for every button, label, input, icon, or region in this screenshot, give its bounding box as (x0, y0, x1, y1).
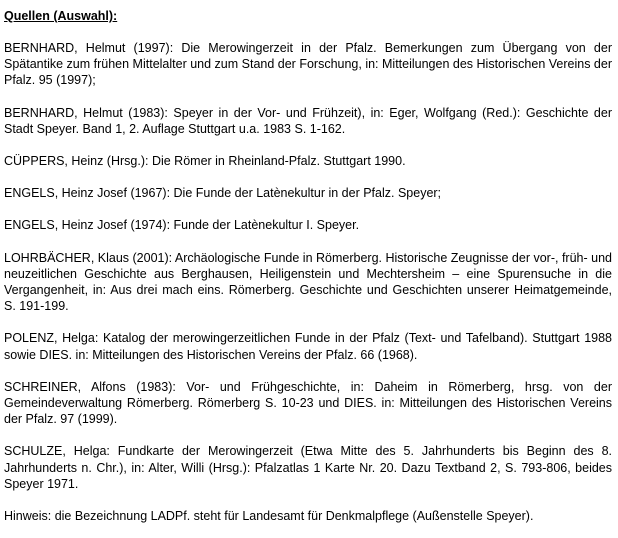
source-entry-engels-1974: ENGELS, Heinz Josef (1974): Funde der Latènekultur I. Speyer. (4, 218, 360, 233)
source-entry-lohrbaecher: LOHRBÄCHER, Klaus (2001): Archäologische Funde in Römerberg. Historische Zeugnisse der vor-, früh- und neuzeitlichen Geschichte aus Berghausen, Heiligenstein und Mechtersheim – eine Spurensuche in die Vergangenheit, in: Aus drei mach eins. Römerberg. Geschichte und Geschichten unserer Heimatgemeinde, S. 191-199. (4, 250, 612, 314)
source-entry-engels-1967: ENGELS, Heinz Josef (1967): Die Funde der Latènekultur in der Pfalz. Speyer; (4, 186, 442, 201)
source-entry-schulze: SCHULZE, Helga: Fundkarte der Merowingerzeit (Etwa Mitte des 5. Jahrhunderts bis Beginn des 8. Jahrhunderts n. Chr.), in: Alter, Willi (Hrsg.): Pfalzatlas 1 Karte Nr. 20. Dazu Textband 2, S. 793-806, beides Speyer 1971. (4, 444, 612, 491)
source-entry-bernhard-1983: BERNHARD, Helmut (1983): Speyer in der Vor- und Frühzeit), in: Eger, Wolfgang (Red.): Geschichte der Stadt Speyer. Band 1, 2. Auflage Stuttgart u.a. 1983 S. 1-162. (4, 105, 612, 136)
sources-heading: Quellen (Auswahl): (4, 9, 118, 23)
source-entry-polenz: POLENZ, Helga: Katalog der merowingerzeitlichen Funde in der Pfalz (Text- und Tafelband). Stuttgart 1988 sowie DIES. in: Mitteilungen des Historischen Vereins der Pfalz. 66 (1968). (4, 331, 612, 362)
source-entry-cueppers: CÜPPERS, Heinz (Hrsg.): Die Römer in Rheinland-Pfalz. Stuttgart 1990. (4, 154, 406, 169)
source-entry-schreiner: SCHREINER, Alfons (1983): Vor- und Frühgeschichte, in: Daheim in Römerberg, hrsg. von der Gemeindeverwaltung Römerberg. Römerberg S. 10-23 und DIES. in: Mitteilungen des Historischen Vereins der Pfalz. 97 (1999). (4, 379, 612, 427)
source-entry-bernhard-1997: BERNHARD, Helmut (1997): Die Merowingerzeit in der Pfalz. Bemerkungen zum Übergang von der Spätantike zum frühen Mittelalter und zum Stand der Forschung, in: Mitteilungen des Historischen Vereins der Pfalz. 95 (1997); (4, 41, 612, 88)
sources-document (4, 8, 612, 524)
abbreviation-note: Hinweis: die Bezeichnung LADPf. steht für Landesamt für Denkmalpflege (Außenstelle Speyer). (4, 509, 534, 524)
